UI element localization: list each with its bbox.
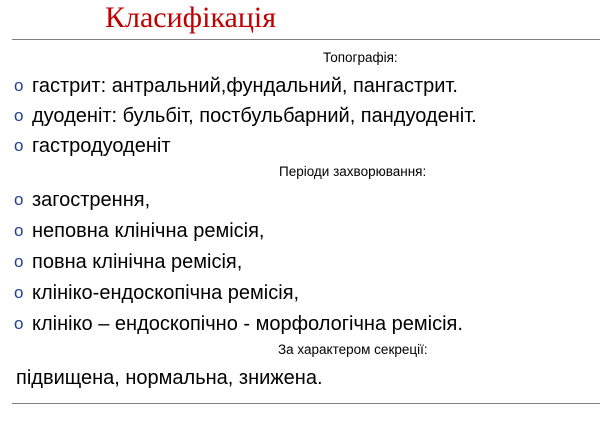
bullet-icon: o — [14, 314, 24, 333]
list-item — [14, 187, 150, 213]
bullet-icon: o — [14, 136, 24, 155]
secretion-text: підвищена, нормальна, знижена. — [16, 367, 323, 389]
list-item-text: неповна клінічна ремісія, — [32, 220, 265, 242]
list-item — [14, 103, 477, 129]
list-item — [14, 311, 463, 337]
bullet-icon: o — [14, 252, 24, 271]
list-item — [14, 249, 242, 275]
section-heading-secretion: За характером секреції: — [278, 342, 428, 357]
list-item — [14, 133, 171, 159]
list-item-text: повна клінічна ремісія, — [32, 251, 243, 273]
list-item-text: гастрит: антральний,фундальний, пангастрит. — [32, 75, 458, 97]
section-heading-topography: Топографія: — [323, 50, 398, 65]
bullet-icon: o — [14, 283, 24, 302]
bullet-icon: o — [14, 221, 24, 240]
list-item-text: загострення, — [32, 189, 151, 211]
title-divider — [12, 39, 600, 40]
list-item — [14, 218, 264, 244]
section-heading-periods: Періоди захворювання: — [279, 164, 427, 179]
list-item — [14, 73, 458, 99]
list-item-text: гастродуоденіт — [32, 135, 171, 157]
list-item-text: клініко – ендоскопічно - морфологічна ремісія. — [32, 313, 463, 335]
bullet-icon: o — [14, 76, 24, 95]
list-item — [14, 280, 299, 306]
list-item-text: клініко-ендоскопічна ремісія, — [32, 282, 300, 304]
footer-divider — [12, 403, 600, 404]
bullet-icon: o — [14, 190, 24, 209]
list-item-text: дуоденіт: бульбіт, постбульбарний, пандуоденіт. — [32, 105, 477, 127]
slide-title: Класифікація — [105, 1, 277, 34]
bullet-icon: o — [14, 106, 24, 125]
